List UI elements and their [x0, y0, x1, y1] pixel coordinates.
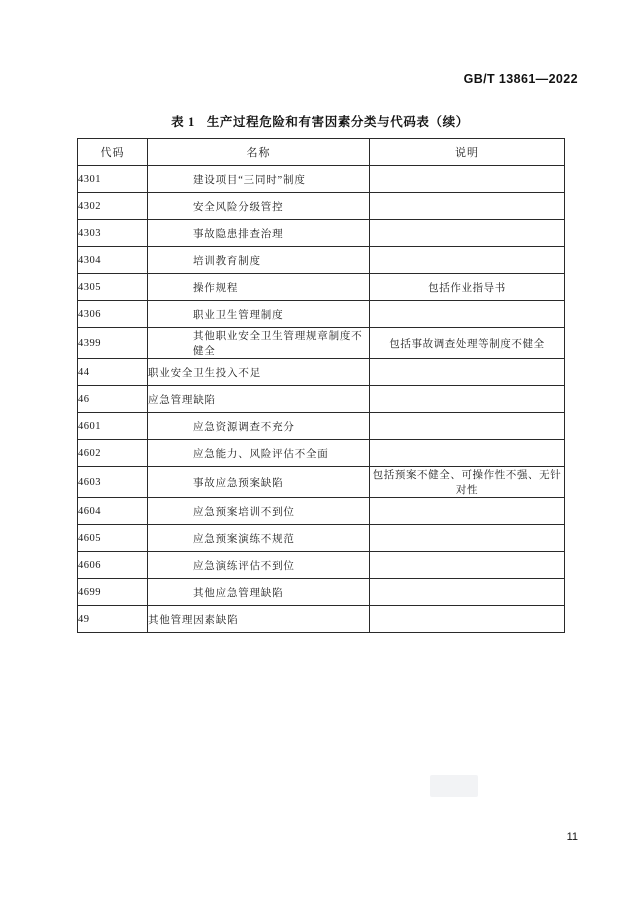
table-row: [78, 247, 565, 274]
cell-code: 4603: [78, 467, 148, 498]
table-row: [78, 440, 565, 467]
cell-code: 4304: [78, 247, 148, 274]
cell-desc: [370, 301, 565, 328]
table-row: [78, 274, 565, 301]
table-row: [78, 606, 565, 633]
cell-desc: [370, 498, 565, 525]
column-header-code: 代码: [78, 139, 148, 166]
cell-desc: [370, 552, 565, 579]
cell-name: 其他应急管理缺陷: [148, 579, 370, 606]
classification-code-table: [77, 138, 565, 633]
table-caption-label: 表 1: [171, 115, 195, 129]
cell-name: 应急能力、风险评估不全面: [148, 440, 370, 467]
cell-code: 4601: [78, 413, 148, 440]
standard-code-header: GB/T 13861—2022: [463, 72, 578, 86]
table-row: [78, 467, 565, 498]
table-row: [78, 413, 565, 440]
cell-desc: [370, 220, 565, 247]
cell-name: 应急演练评估不到位: [148, 552, 370, 579]
cell-code: 4606: [78, 552, 148, 579]
cell-desc: [370, 606, 565, 633]
table-row: [78, 552, 565, 579]
cell-desc: [370, 359, 565, 386]
table-row: [78, 193, 565, 220]
cell-code: 4604: [78, 498, 148, 525]
cell-desc: 包括作业指导书: [370, 274, 565, 301]
cell-code: 4305: [78, 274, 148, 301]
cell-name: 应急资源调查不充分: [148, 413, 370, 440]
cell-name: 事故应急预案缺陷: [148, 467, 370, 498]
cell-code: 4302: [78, 193, 148, 220]
cell-name: 其他管理因素缺陷: [148, 606, 370, 633]
cell-name: 职业卫生管理制度: [148, 301, 370, 328]
table-header-row: [78, 139, 565, 166]
table-row: [78, 525, 565, 552]
cell-code: 4699: [78, 579, 148, 606]
cell-name: 培训教育制度: [148, 247, 370, 274]
column-header-desc: 说明: [370, 139, 565, 166]
cell-desc: [370, 166, 565, 193]
table-body: [78, 166, 565, 633]
cell-code: 46: [78, 386, 148, 413]
cell-code: 4602: [78, 440, 148, 467]
table-row: [78, 359, 565, 386]
cell-code: 4306: [78, 301, 148, 328]
cell-name: 建设项目“三同时”制度: [148, 166, 370, 193]
cell-name: 应急管理缺陷: [148, 386, 370, 413]
cell-desc: [370, 440, 565, 467]
cell-code: 4303: [78, 220, 148, 247]
table-caption-text: 生产过程危险和有害因素分类与代码表（续）: [206, 115, 469, 129]
cell-code: 44: [78, 359, 148, 386]
column-header-name: 名称: [148, 139, 370, 166]
cell-code: 4605: [78, 525, 148, 552]
table-row: [78, 498, 565, 525]
table-caption: [0, 112, 640, 130]
cell-name: 应急预案演练不规范: [148, 525, 370, 552]
watermark-block: [430, 775, 478, 797]
table-row: [78, 579, 565, 606]
cell-name: 操作规程: [148, 274, 370, 301]
cell-desc: [370, 413, 565, 440]
cell-name: 职业安全卫生投入不足: [148, 359, 370, 386]
cell-desc: [370, 193, 565, 220]
cell-desc: [370, 525, 565, 552]
table-row: [78, 220, 565, 247]
cell-name: 应急预案培训不到位: [148, 498, 370, 525]
table-row: [78, 166, 565, 193]
cell-desc: [370, 386, 565, 413]
cell-name: 事故隐患排查治理: [148, 220, 370, 247]
table-row: [78, 328, 565, 359]
cell-name: 安全风险分级管控: [148, 193, 370, 220]
cell-desc: 包括事故调查处理等制度不健全: [370, 328, 565, 359]
cell-desc: [370, 247, 565, 274]
table-row: [78, 386, 565, 413]
cell-code: 49: [78, 606, 148, 633]
table-row: [78, 301, 565, 328]
cell-name: 其他职业安全卫生管理规章制度不健全: [148, 328, 370, 359]
page-number: 11: [566, 831, 578, 843]
cell-code: 4301: [78, 166, 148, 193]
cell-code: 4399: [78, 328, 148, 359]
cell-desc: [370, 579, 565, 606]
cell-desc: 包括预案不健全、可操作性不强、无针对性: [370, 467, 565, 498]
